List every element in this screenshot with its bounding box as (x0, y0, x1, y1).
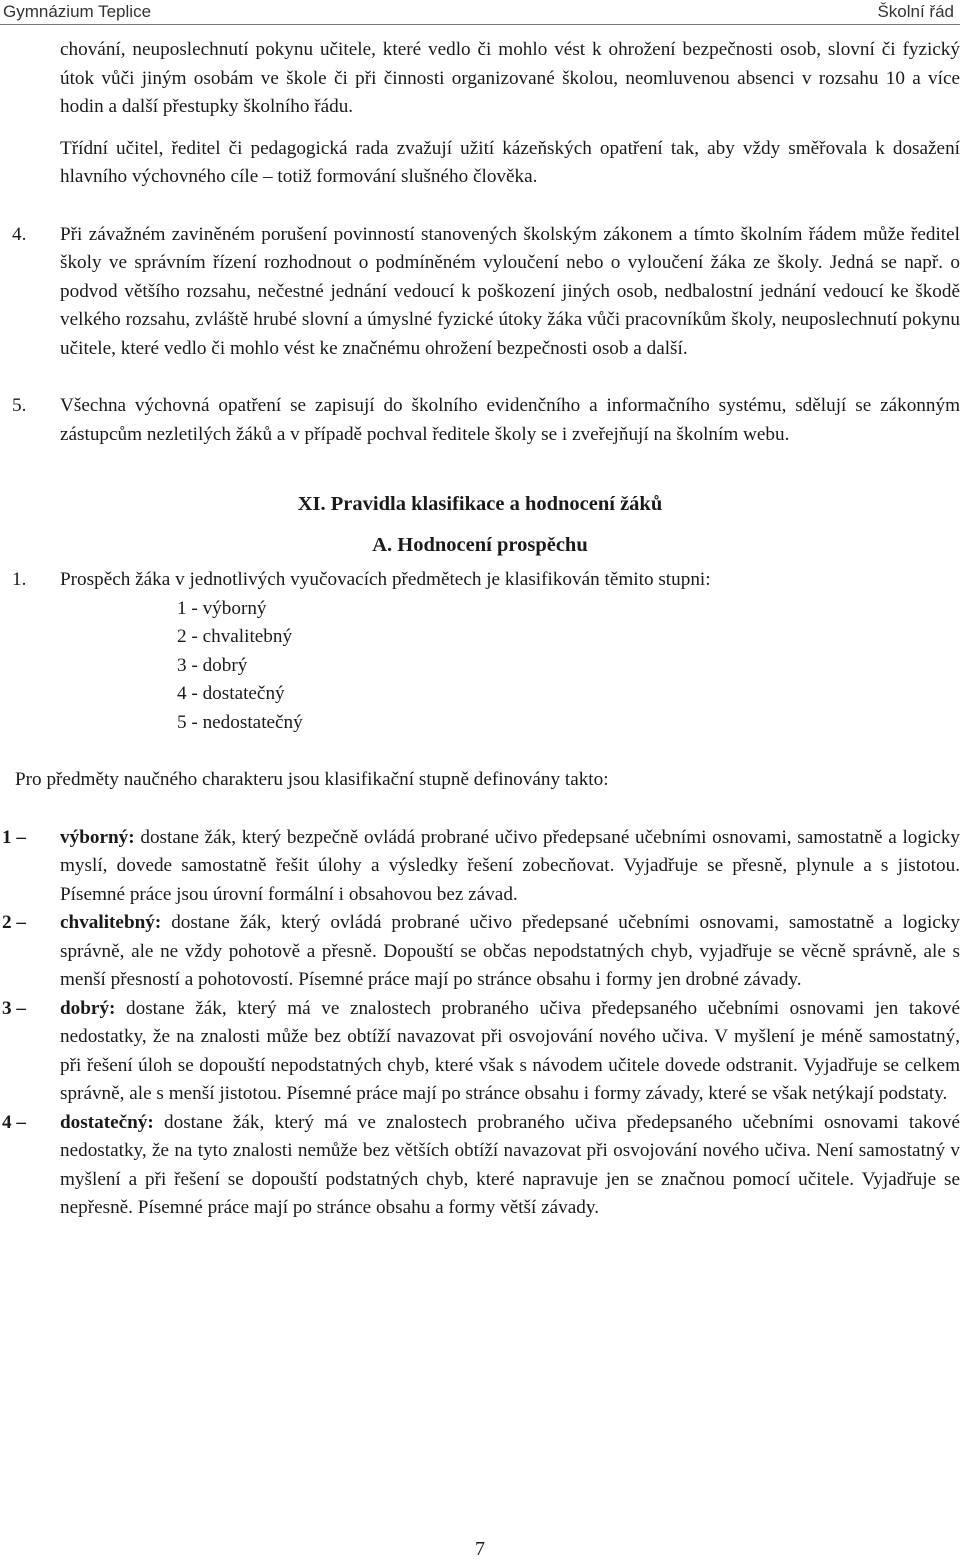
definitions-intro: Pro předměty naučného charakteru jsou klasifikační stupně definovány takto: (15, 769, 609, 790)
grade-item: 1 - výborný (177, 597, 267, 619)
list-item-text: Při závažném zaviněném porušení povinností stanovených školským zákonem a tímto školním řádem může ředitel školy ve správním řízení rozhodnout o podmíněném vyloučení nebo o vyloučení žáka ze školy. Jedná se např. o podvod většího rozsahu, nečestné jednání vedoucí k poškození jiných osob, nedbalostní jednání vedoucí ke škodě velkého rozsahu, zvláště hrubé slovní a úmyslné fyzické útoky žáka vůči pracovníkům školy, neuposlechnutí pokynu učitele, které vedlo či mohlo vést ke značnému ohrožení bezpečnosti osob a další. (60, 223, 960, 359)
page-number: 7 (475, 1538, 485, 1560)
disciplinary-measures-text: Třídní učitel, ředitel či pedagogická rada zvažují užití kázeňských opatření tak, aby vždy směřovala k dosažení hlavního výchovného cíle – totiž formování slušného člověka. (60, 137, 960, 187)
continuation-paragraph: chování, neuposlechnutí pokynu učitele, které vedlo či mohlo vést k ohrožení bezpečnosti osob, slovní či fyzický útok vůči jiným osobám ve škole či při činnosti organizované školou, neomluvenou absenci v rozsahu 10 a více hodin a další přestupky školního řádu. (60, 39, 960, 117)
grade-term: dostatečný: (60, 1111, 154, 1133)
grade-item: 2 - chvalitebný (177, 626, 293, 647)
grade-description: dostane žák, který ovládá probrané učivo předepsané učebními osnovami, samostatně a logicky správně, ale ne vždy pohotově a přesně. Dopouští se občas nepodstatných chyb, vyjadřuje se věcně správně, ale s menší přesností a pohotovostí. Písemné práce mají po stránce obsahu i formy jen drobné závady. (60, 912, 960, 990)
grade-term: dobrý: (60, 997, 116, 1019)
list-number: 1. (12, 569, 27, 590)
list-number: 4. (12, 223, 27, 245)
list-item-text: Prospěch žáka v jednotlivých vyučovacích předmětech je klasifikován těmito stupni: (60, 569, 711, 590)
grade-scale-list (0, 595, 960, 738)
grade-term: chvalitebný: (60, 912, 162, 933)
grade-item: 5 - nedostatečný (177, 711, 303, 733)
header-rule (0, 24, 960, 25)
document-body (0, 36, 960, 1223)
disciplinary-measures-paragraph (0, 135, 960, 192)
grade-number: 1 – (2, 826, 26, 848)
grade-item: 3 - dobrý (177, 654, 248, 676)
header-document-title: Školní řád (877, 2, 954, 21)
grade-definition-1 (0, 824, 960, 910)
page-header (0, 0, 960, 25)
grade-description: dostane žák, který má ve znalostech probraného učiva předepsaného učebními osnovami takové nedostatky, že na tyto znalosti nemůže bez větších obtíží navazovat při osvojování nového učiva. Není samostatný v myšlení a při řešení se dopouští podstatných chyb, které napravuje jen se značnou pomocí učitele. Vyjadřuje se nepřesně. Písemné práce mají po stránce obsahu a formy větší závady. (60, 1111, 960, 1218)
grade-definition-4 (0, 1109, 960, 1223)
grade-term: výborný: (60, 826, 135, 848)
subsection-title: A. Hodnocení prospěchu (372, 533, 588, 556)
list-number: 5. (12, 395, 27, 416)
grade-number: 3 – (2, 997, 26, 1019)
header-school-name: Gymnázium Teplice (3, 2, 152, 21)
grade-item: 4 - dostatečný (177, 683, 285, 704)
list-item-4 (0, 221, 960, 364)
grade-description: dostane žák, který má ve znalostech probraného učiva předepsaného učebními osnovami jen takové nedostatky, že na znalosti může bez obtíží navazovat při osvojování nového učiva. V myšlení je méně samostatný, při řešení úloh se dopouští nepodstatných chyb, které však s návodem učitele dovede odstranit. Vyjadřuje se celkem správně, ale s menší jistotou. Písemné práce mají po stránce obsahu i formy závady, které se však netýkají podstaty. (60, 997, 960, 1104)
section-title: XI. Pravidla klasifikace a hodnocení žáků (297, 493, 663, 515)
grade-definition-3 (0, 995, 960, 1109)
grade-number: 4 – (2, 1111, 26, 1133)
grade-definition-2 (0, 909, 960, 995)
grade-description: dostane žák, který bezpečně ovládá probrané učivo předepsané učebními osnovami, samostatně a logicky myslí, dovede samostatně řešit úlohy a výsledky řešení zobecňovat. Vyjadřuje se přesně, plynule a s jistotou. Písemné práce jsou úrovní formální i obsahovou bez závad. (60, 826, 960, 905)
list-item-text: Všechna výchovná opatření se zapisují do školního evidenčního a informačního systému, sdělují se zákonným zástupcům nezletilých žáků a v případě pochval ředitele školy se i zveřejňují na školním webu. (60, 395, 960, 445)
grade-number: 2 – (2, 912, 26, 933)
list-item-5 (0, 392, 960, 449)
list-item-1 (0, 566, 960, 595)
